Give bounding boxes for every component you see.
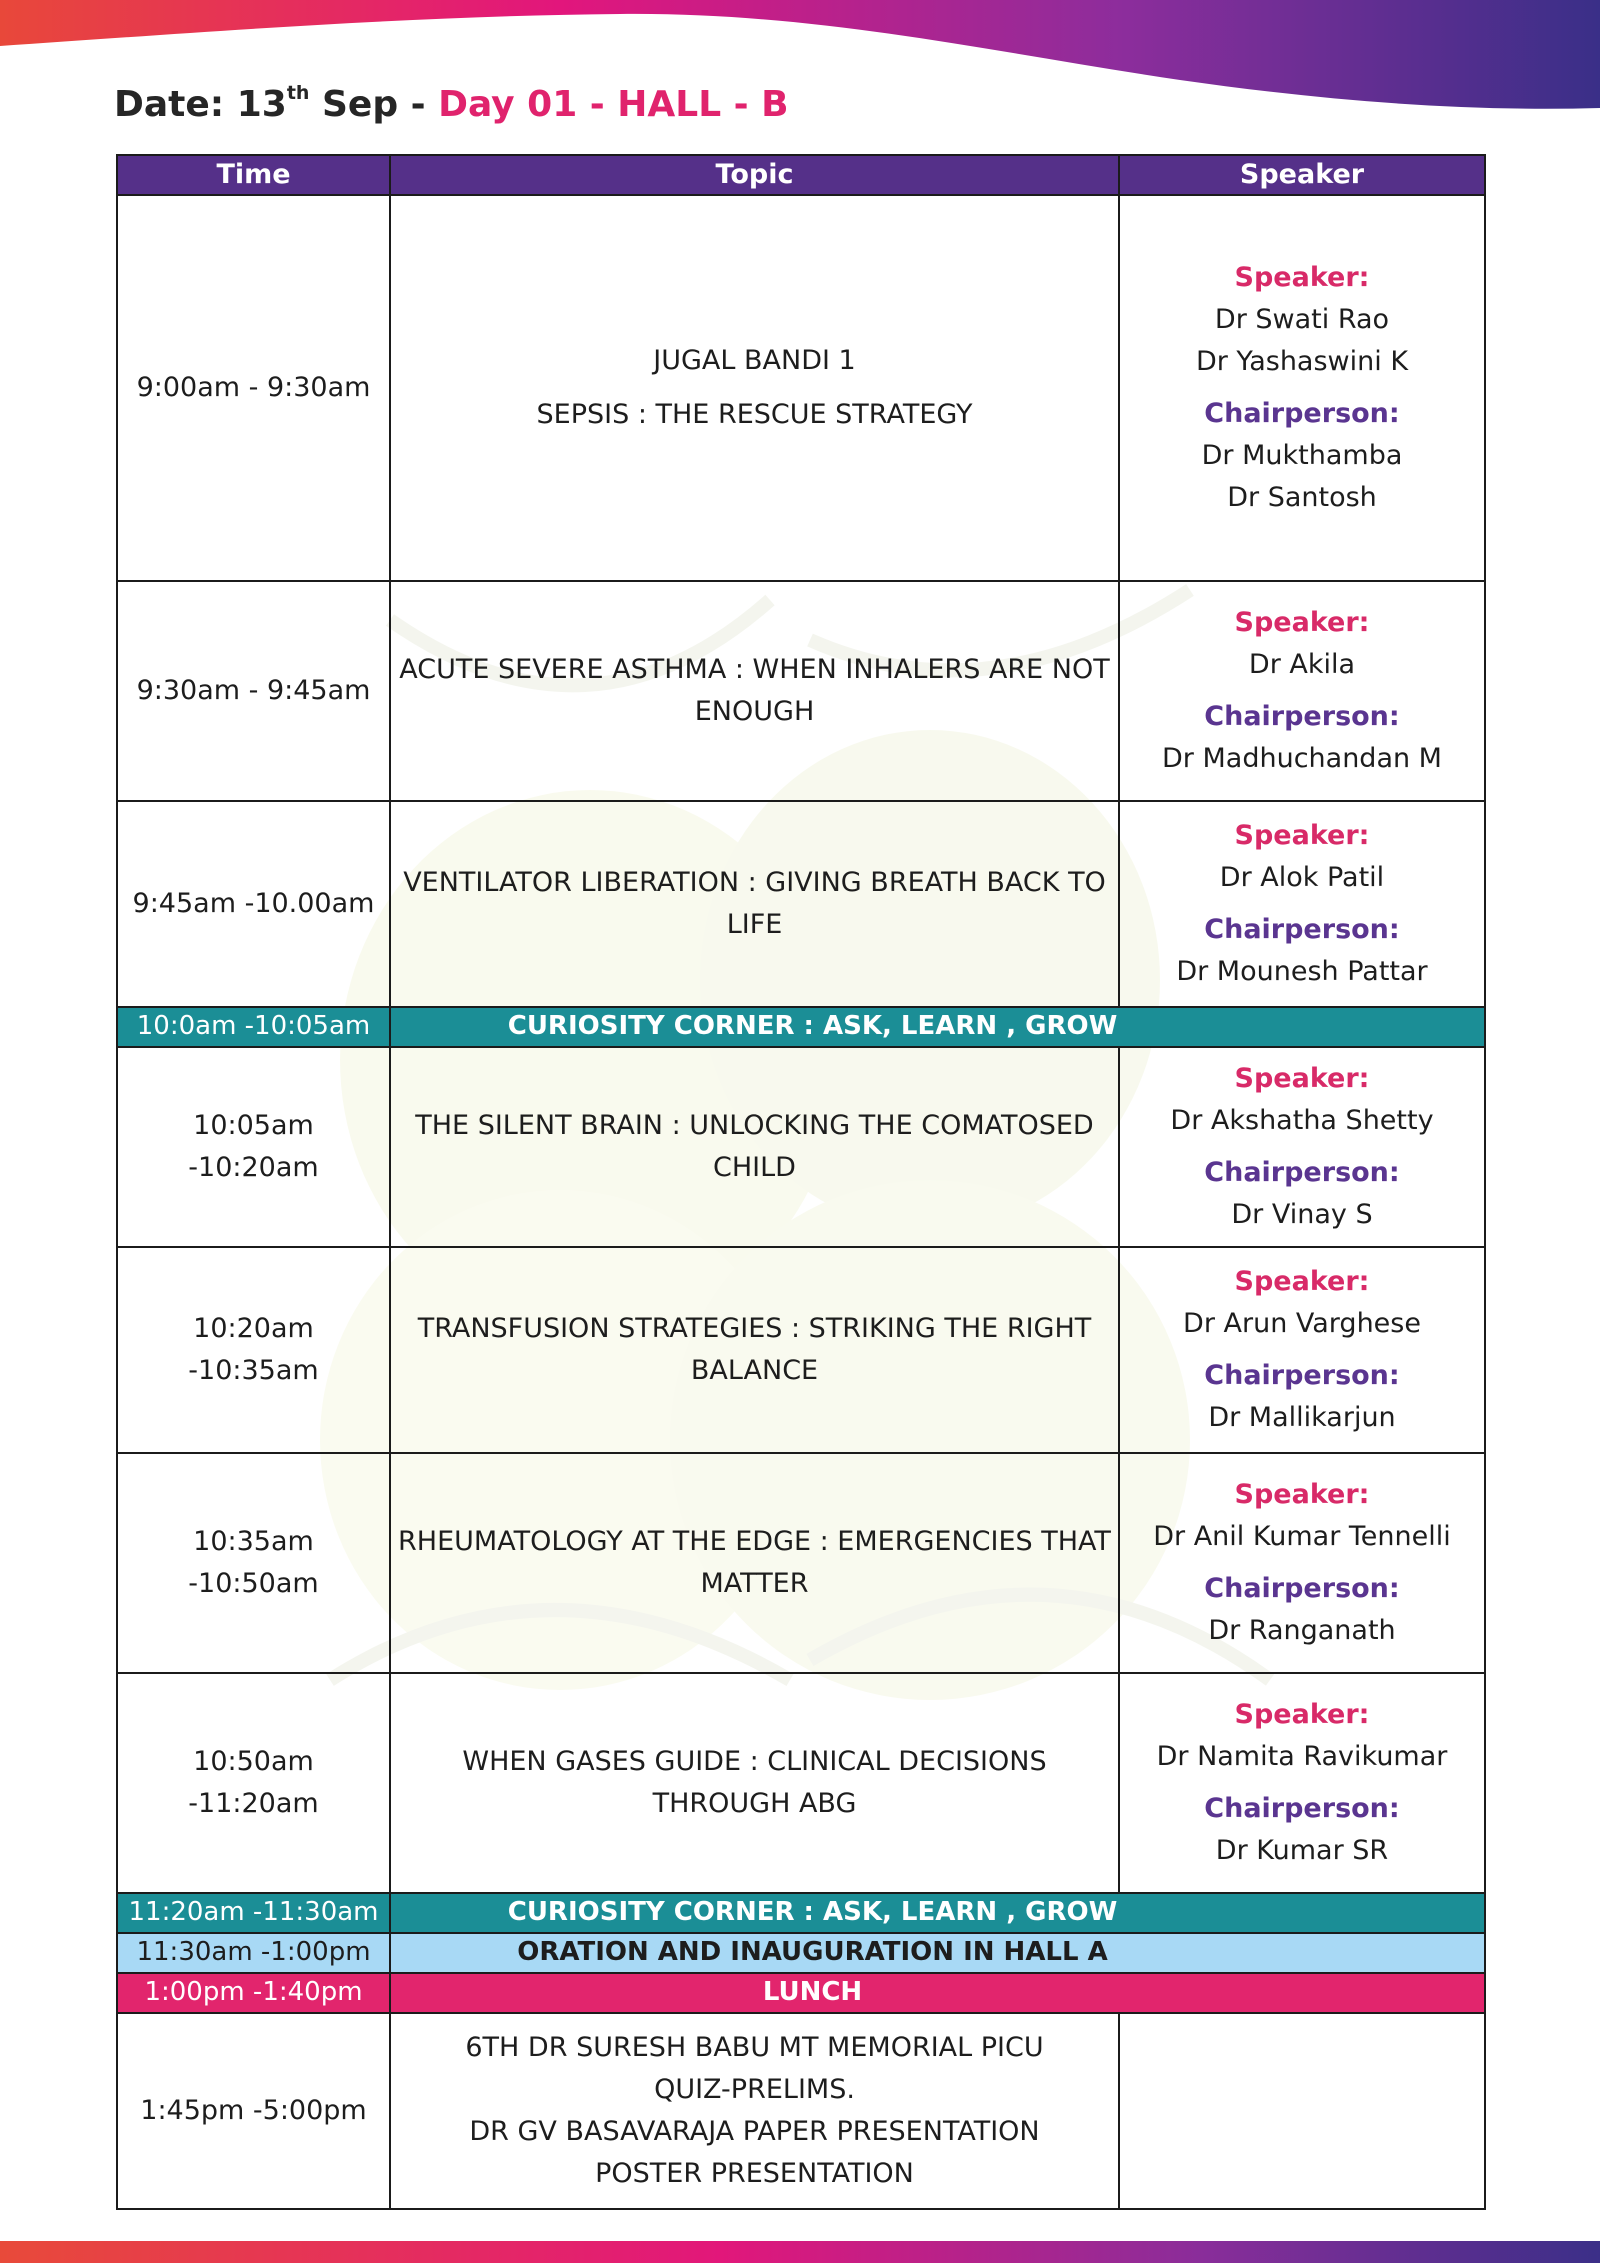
- chairperson-name: Dr Vinay S: [1231, 1198, 1373, 1230]
- column-header-speaker: Speaker: [1119, 155, 1485, 195]
- chairperson-label: Chairperson:: [1204, 1573, 1400, 1604]
- bottom-gradient-bar: [0, 2241, 1600, 2263]
- session-time: 10:50am -11:20am: [117, 1673, 390, 1893]
- session-time: 9:00am - 9:30am: [117, 195, 390, 581]
- schedule-table: [116, 154, 1486, 2210]
- table-row: [117, 581, 1485, 801]
- column-header-topic: Topic: [390, 155, 1119, 195]
- curiosity-corner-row: [117, 1893, 1485, 1933]
- session-topic: RHEUMATOLOGY AT THE EDGE : EMERGENCIES THAT MATTER: [390, 1453, 1119, 1673]
- curiosity-corner-row: [117, 1007, 1485, 1047]
- speaker-label: Speaker:: [1234, 1063, 1370, 1095]
- chairperson-name: Dr Santosh: [1227, 481, 1377, 513]
- session-topic: WHEN GASES GUIDE : CLINICAL DECISIONS THROUGH ABG: [390, 1673, 1119, 1893]
- band-title: ORATION AND INAUGURATION IN HALL A: [390, 1933, 1485, 1973]
- oration-row: [117, 1933, 1485, 1973]
- day-hall-label: Day 01 - HALL - B: [438, 84, 789, 125]
- session-speakers: [1119, 801, 1485, 1007]
- page-title: [114, 84, 789, 125]
- session-time: 10:35am -10:50am: [117, 1453, 390, 1673]
- session-topic-line: POSTER PRESENTATION: [595, 2157, 914, 2189]
- speaker-name: Dr Alok Patil: [1219, 862, 1385, 894]
- date-suffix: th: [286, 82, 310, 104]
- column-header-time: Time: [117, 155, 390, 195]
- table-row: [117, 1247, 1485, 1453]
- chairperson-name: Dr Madhuchandan M: [1162, 742, 1442, 774]
- chairperson-name: Dr Kumar SR: [1215, 1834, 1389, 1866]
- speaker-name: Dr Namita Ravikumar: [1156, 1741, 1448, 1773]
- session-time: 1:45pm -5:00pm: [117, 2013, 390, 2209]
- session-time: 9:45am -10.00am: [117, 801, 390, 1007]
- table-header-row: [117, 155, 1485, 195]
- chairperson-name: Dr Ranganath: [1208, 1614, 1396, 1646]
- speaker-name: Dr Akshatha Shetty: [1170, 1105, 1434, 1137]
- speaker-label: Speaker:: [1234, 262, 1370, 294]
- session-speakers: [1119, 1453, 1485, 1673]
- session-topic: ACUTE SEVERE ASTHMA : WHEN INHALERS ARE NOT ENOUGH: [390, 581, 1119, 801]
- speaker-label: Speaker:: [1234, 1479, 1370, 1511]
- session-topic: [390, 195, 1119, 581]
- chairperson-name: Dr Mallikarjun: [1208, 1401, 1396, 1433]
- session-topic-line: 6TH DR SURESH BABU MT MEMORIAL PICU QUIZ-PRELIMS.: [465, 2032, 1044, 2106]
- speaker-label: Speaker:: [1234, 1699, 1370, 1731]
- session-topic-line: DR GV BASAVARAJA PAPER PRESENTATION: [469, 2116, 1040, 2147]
- band-time: 11:30am -1:00pm: [117, 1933, 390, 1973]
- session-topic: TRANSFUSION STRATEGIES : STRIKING THE RIGHT BALANCE: [390, 1247, 1119, 1453]
- chairperson-label: Chairperson:: [1204, 1793, 1400, 1824]
- band-title: CURIOSITY CORNER : ASK, LEARN , GROW: [390, 1007, 1485, 1047]
- table-row: [117, 1673, 1485, 1893]
- band-time: 1:00pm -1:40pm: [117, 1973, 390, 2013]
- speaker-label: Speaker:: [1234, 607, 1370, 639]
- chairperson-label: Chairperson:: [1204, 701, 1400, 732]
- session-speakers-empty: [1119, 2013, 1485, 2209]
- session-speakers: [1119, 1247, 1485, 1453]
- speaker-name: Dr Arun Varghese: [1183, 1308, 1421, 1340]
- session-topic: THE SILENT BRAIN : UNLOCKING THE COMATOSED CHILD: [390, 1047, 1119, 1247]
- table-row: [117, 2013, 1485, 2209]
- session-topic: VENTILATOR LIBERATION : GIVING BREATH BACK TO LIFE: [390, 801, 1119, 1007]
- table-row: [117, 195, 1485, 581]
- speaker-name: Dr Yashaswini K: [1195, 346, 1409, 378]
- table-row: [117, 1047, 1485, 1247]
- session-speakers: [1119, 195, 1485, 581]
- date-prefix: Date: 13: [114, 84, 287, 125]
- band-time: 11:20am -11:30am: [117, 1893, 390, 1933]
- table-row: [117, 1453, 1485, 1673]
- chairperson-label: Chairperson:: [1204, 1360, 1400, 1391]
- band-title: CURIOSITY CORNER : ASK, LEARN , GROW: [390, 1893, 1485, 1933]
- session-time: 10:05am -10:20am: [117, 1047, 390, 1247]
- session-topic-line: JUGAL BANDI 1: [653, 345, 856, 377]
- session-time: 10:20am -10:35am: [117, 1247, 390, 1453]
- lunch-row: [117, 1973, 1485, 2013]
- speaker-name: Dr Swati Rao: [1214, 304, 1390, 336]
- session-speakers: [1119, 1047, 1485, 1247]
- chairperson-label: Chairperson:: [1204, 1157, 1400, 1188]
- chairperson-name: Dr Mounesh Pattar: [1176, 955, 1428, 987]
- table-row: [117, 801, 1485, 1007]
- chairperson-label: Chairperson:: [1204, 398, 1400, 429]
- chairperson-label: Chairperson:: [1204, 914, 1400, 945]
- session-time: 9:30am - 9:45am: [117, 581, 390, 801]
- speaker-name: Dr Anil Kumar Tennelli: [1153, 1521, 1451, 1553]
- speaker-label: Speaker:: [1234, 1266, 1370, 1298]
- chairperson-name: Dr Mukthamba: [1201, 439, 1403, 471]
- band-time: 10:0am -10:05am: [117, 1007, 390, 1047]
- speaker-label: Speaker:: [1234, 820, 1370, 852]
- session-topic-line: SEPSIS : THE RESCUE STRATEGY: [536, 399, 973, 430]
- session-topic: [390, 2013, 1119, 2209]
- band-title: LUNCH: [390, 1973, 1485, 2013]
- session-speakers: [1119, 1673, 1485, 1893]
- speaker-name: Dr Akila: [1248, 649, 1356, 681]
- date-month: Sep -: [309, 84, 439, 125]
- session-speakers: [1119, 581, 1485, 801]
